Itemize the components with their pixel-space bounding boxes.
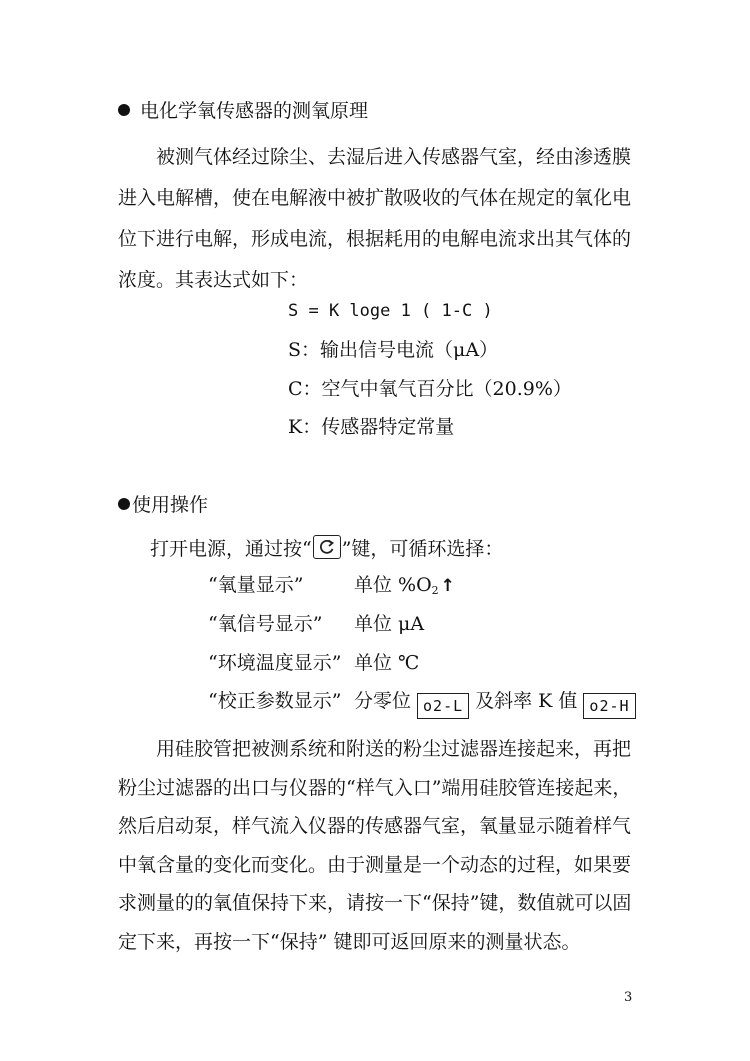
option-calibration-display: “校正参数显示” 分零位 o2-L 及斜率 K 值 o2-H — [208, 689, 642, 719]
definition-c: C：空气中氧气百分比（20.9%） — [288, 378, 572, 400]
zero-display-indicator: o2-L — [417, 693, 469, 719]
up-arrow-icon: ↑ — [440, 576, 455, 596]
definition-s: S：输出信号电流（μA） — [288, 339, 499, 361]
bullet-dot-icon — [118, 498, 130, 510]
section2-paragraph: 用硅胶管把被测系统和附送的粉尘过滤器连接起来，再把粉尘过滤器的出口与仪器的“样气入口”端用硅胶管连接起来，然后启动泵，样气流入仪器的传感器气室，氧量显示随着样气中氧含量的变化而变化。由于测量是一个动态的过程，如果要求测量的的氧值保持下来，请按一下“保持”键，数值就可以固定下来，再按一下“保持” 键即可返回原来的测量状态。 — [118, 738, 632, 953]
definition-k: K：传感器特定常量 — [288, 416, 455, 438]
section1-paragraph: 被测气体经过除尘、去湿后进入传感器气室，经由渗透膜进入电解槽，使在电解液中被扩散吸收的气体在规定的氧化电位下进行电解，形成电流，根据耗用的电解电流求出其气体的浓度。其表达式如下： — [118, 146, 632, 291]
option-temperature-display: “环境温度显示” 单位 ℃ — [208, 652, 420, 674]
cycle-key-button[interactable] — [313, 535, 341, 559]
page-number: 3 — [624, 990, 633, 1005]
option-oxygen-display: “氧量显示” 单位 $\%O_2$ ↑ — [208, 574, 455, 597]
option-signal-display: “氧信号显示” 单位 μA — [208, 613, 425, 635]
section1-heading: 电化学氧传感器的测氧原理 — [118, 99, 368, 123]
formula: S = K loge 1 ( 1-C ) — [288, 301, 493, 321]
bullet-dot-icon — [118, 104, 130, 116]
section2-heading: 使用操作 — [118, 493, 208, 517]
section2-intro: 打开电源，通过按“ ”键，可循环选择： — [150, 535, 503, 561]
cycle-arrow-icon — [318, 538, 336, 556]
slope-display-indicator: o2-H — [583, 693, 635, 719]
